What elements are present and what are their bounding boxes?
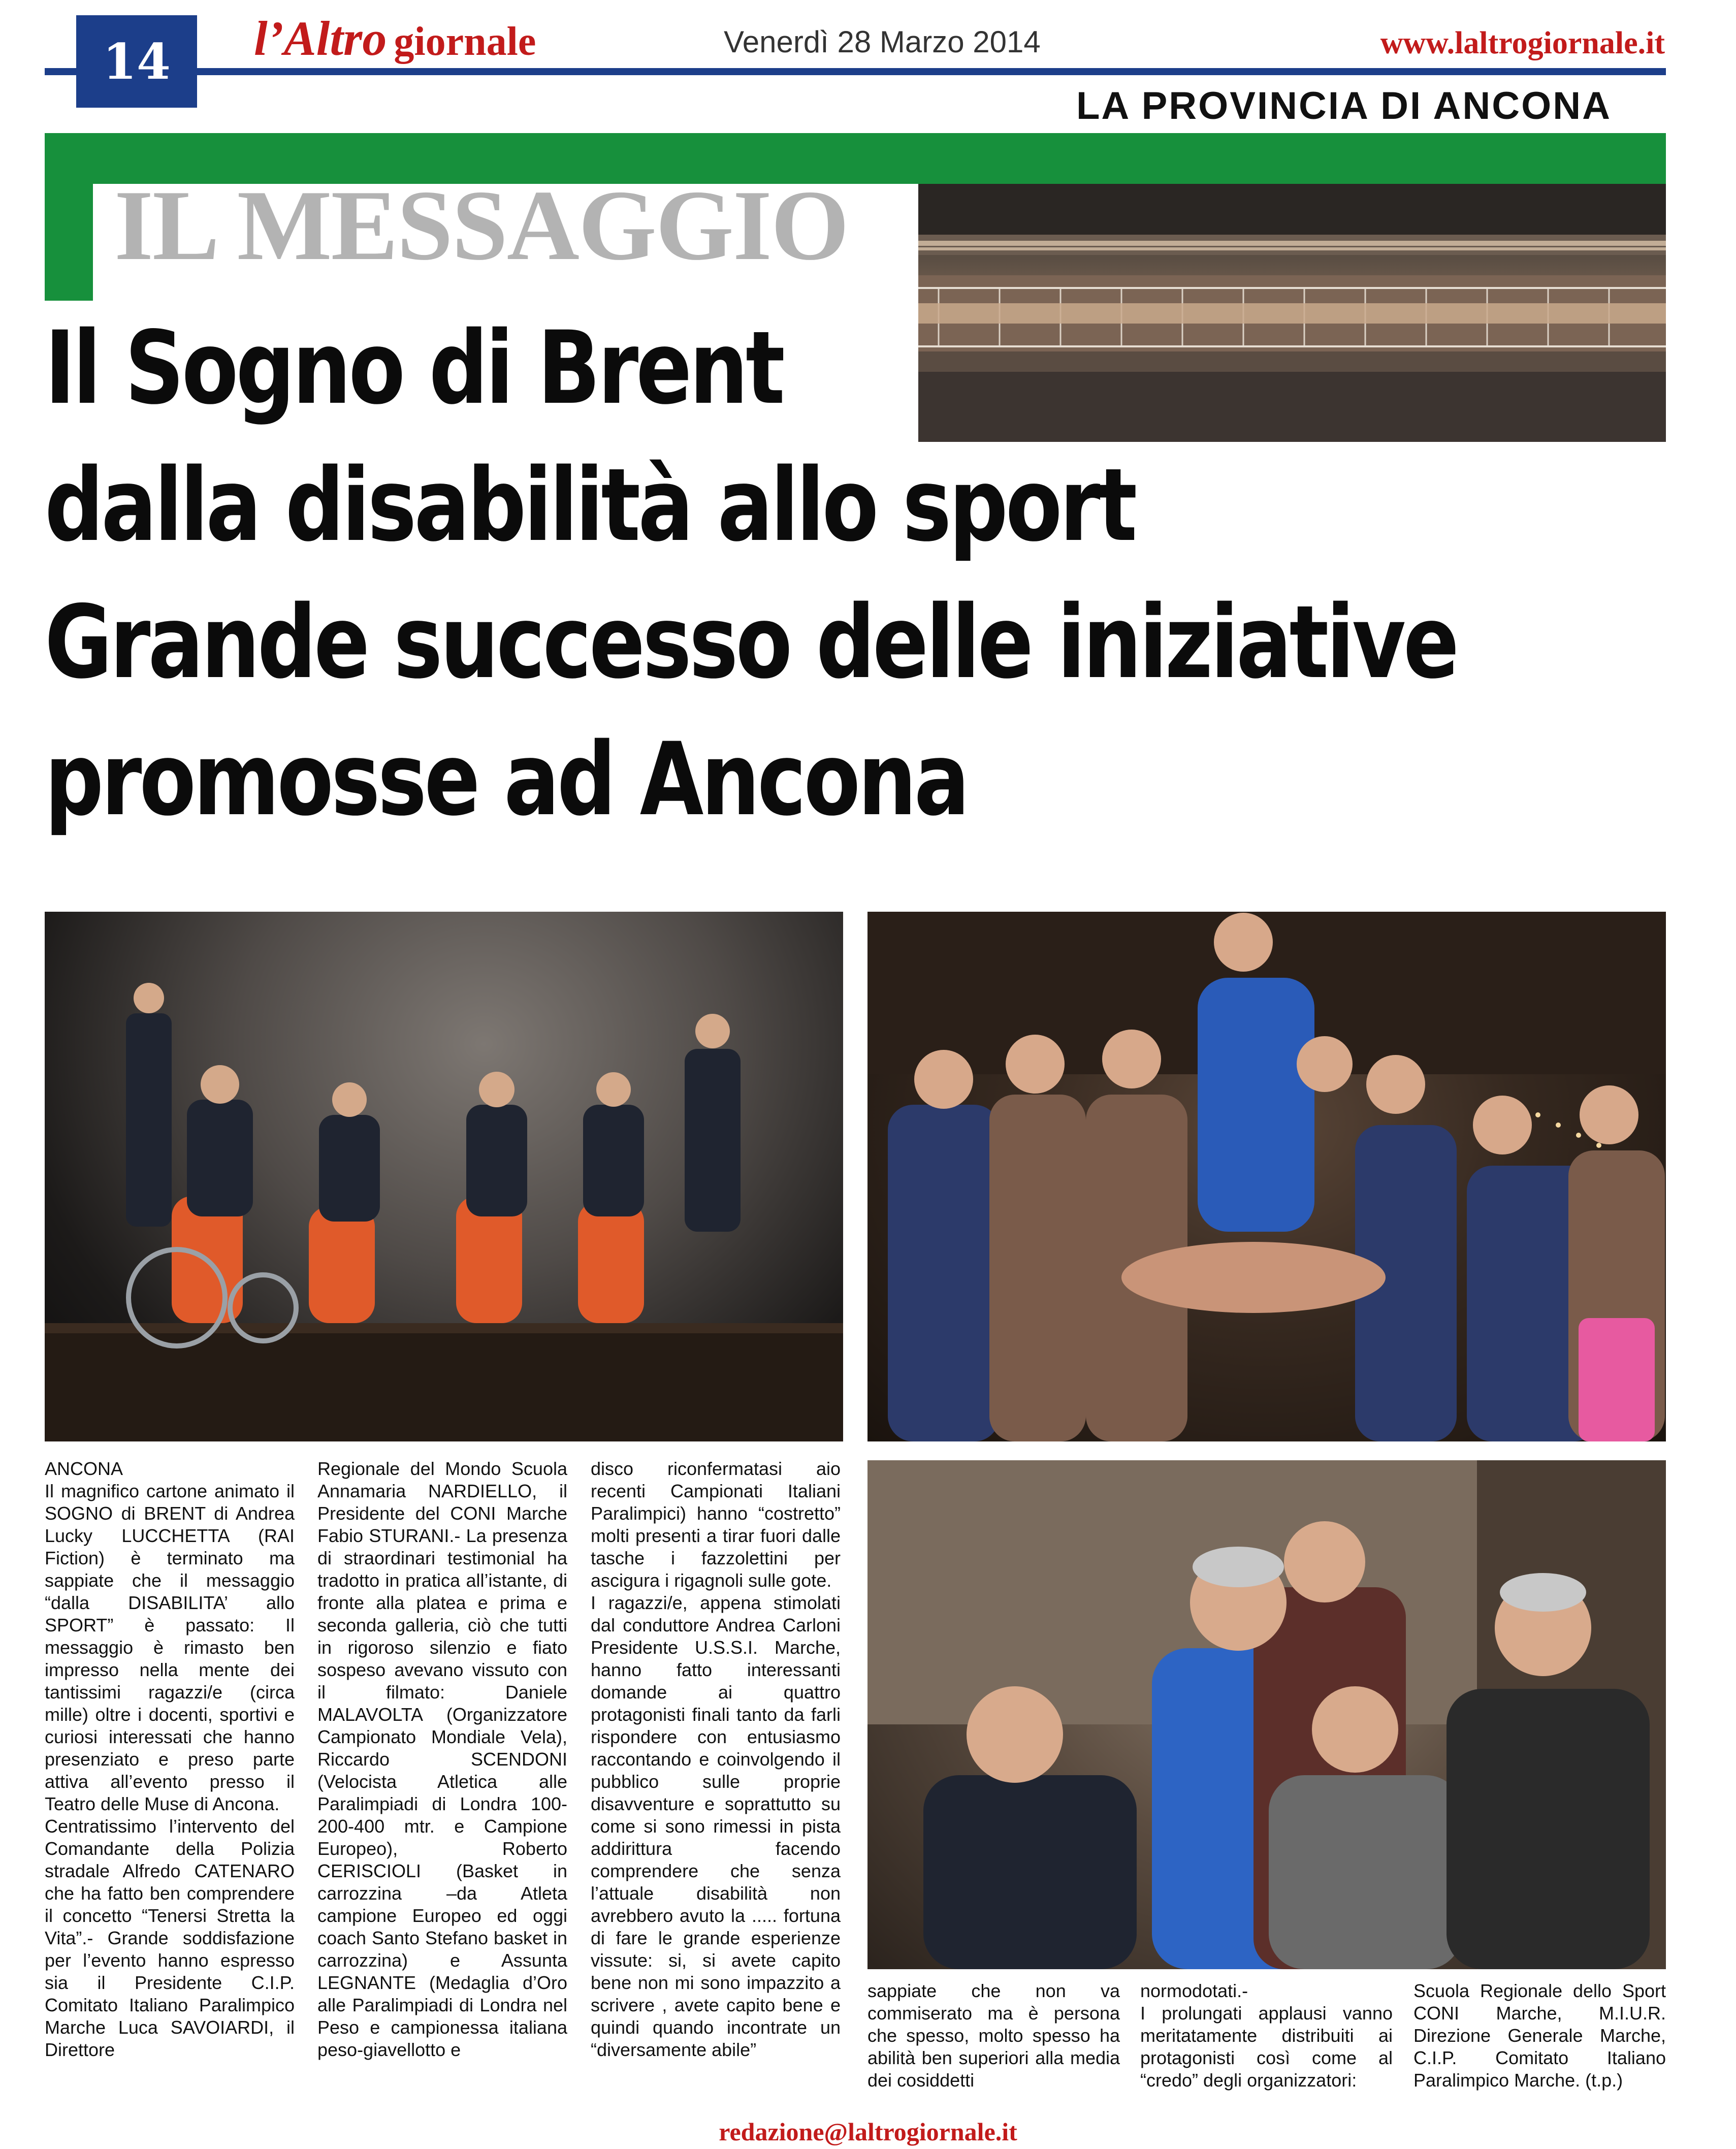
brand-main: l’Altro bbox=[254, 11, 387, 66]
brand-sub: giornale bbox=[394, 19, 536, 64]
article-column-1: ANCONA Il magnifico cartone animato il SOGNO di BRENT di Andrea Lucky LUCCHETTA (RAI Fiction) è terminato ma sappiate che il messaggio “dalla DISABILITA’ allo SPORT” è passato: Il messaggio è rimasto ben impresso nella mente dei tantissimi ragazzi/e (circa mille) oltre i docenti, sportivi e curiosi interessati che hanno presenziato e preso parte attiva all’evento presso il Teatro delle Muse di Ancona. Centratissimo l’intervento del Comandante della Polizia stradale Alfredo CATENARO che ha fatto ben comprendere il concetto “Tenersi Stretta la Vita”.- Grande soddisfazione per l’evento hanno espresso sia il Presidente C.I.P. Comitato Italiano Paralimpico Marche Luca SAVOIARDI, il Direttore bbox=[45, 1458, 295, 2060]
issue-date: Venerdì 28 Marzo 2014 bbox=[724, 25, 1041, 59]
headline-line: Grande successo delle iniziative bbox=[45, 584, 1457, 701]
article-column-4: sappiate che non va commiserato ma è persona che spesso, molto spesso ha abilità ben superiori alla media dei cosiddetti bbox=[867, 1980, 1120, 2091]
website-link[interactable]: www.laltrogiornale.it bbox=[1380, 26, 1665, 60]
article-column-6: Scuola Regionale dello Sport CONI Marche, M.I.U.R. Direzione Generale Marche, C.I.P. Comitato Italiano Paralimpico Marche. (t.p.) bbox=[1413, 1980, 1666, 2091]
footer-email-link[interactable]: redazione@laltrogiornale.it bbox=[719, 2118, 1017, 2146]
headline-line: Il Sogno di Brent bbox=[45, 309, 783, 427]
headline-line: promosse ad Ancona bbox=[45, 721, 968, 838]
stage-panel-photo bbox=[45, 912, 843, 1441]
article-column-5: normodotati.- I prolungati applausi vanno meritatamente distribuiti ai protagonisti così come al “credo” degli organizzatori: bbox=[1140, 1980, 1393, 2091]
masthead-rule bbox=[45, 68, 1666, 75]
page-number: 14 bbox=[76, 15, 197, 108]
headline bbox=[45, 300, 1457, 848]
officials-group-photo bbox=[867, 1460, 1666, 1969]
article-column-3: disco riconfermatasi aio recenti Campionati Italiani Paralimpici) hanno “costretto” molti presenti a tirar fuori dalle tasche i fazzolettini per ascigura i rigagnoli sulle gote. I ragazzi/e, appena stimolati dal conduttore Andrea Carloni Presidente U.S.S.I. Marche, hanno fatto interessanti domande ai quattro protagonisti finali tanto da farli rispondere con entusiasmo raccontando e coinvolgendo il pubblico sulle proprie disavventure e soprattutto su come si sono rimessi in pista addirittura facendo comprendere che senza l’attuale disabilità non avrebbero avuto la ..... fortuna di fare le grande esperienze vissute: si, si avete capito bene non mi sono impazzito a scrivere , avete capito bene e quindi quando incontrate un “diversamente abile” bbox=[591, 1458, 841, 2060]
students-group-photo bbox=[867, 912, 1666, 1441]
newspaper-logo bbox=[254, 11, 536, 66]
article-kicker: IL MESSAGGIO bbox=[114, 170, 848, 281]
kicker-green-stripe bbox=[45, 133, 93, 301]
section-title: LA PROVINCIA DI ANCONA bbox=[1076, 84, 1612, 127]
article-column-2: Regionale del Mondo Scuola Annamaria NARDIELLO, il Presidente del CONI Marche Fabio STURANI.- La presenza di straordinari testimonial ha tradotto in pratica all’istante, di fronte alla platea e prima e seconda galleria, ciò che tutti in rigoroso silenzio e fiato sospeso avevano vissuto con il filmato: Daniele MALAVOLTA (Organizzatore Campionato Mondiale Vela), Riccardo SCENDONI (Velocista Atletica alle Paralimpiadi di Londra 100-200-400 mtr. e Campione Europeo), Roberto CERISCIOLI (Basket in carrozzina –da Atleta campione Europeo ed oggi coach Santo Stefano basket in carrozzina) e Assunta LEGNANTE (Medaglia d’Oro alle Paralimpiadi di Londra nel Peso e campionessa italiana peso-giavellotto e bbox=[317, 1458, 567, 2060]
headline-line: dalla disabilità allo sport bbox=[45, 446, 1135, 564]
